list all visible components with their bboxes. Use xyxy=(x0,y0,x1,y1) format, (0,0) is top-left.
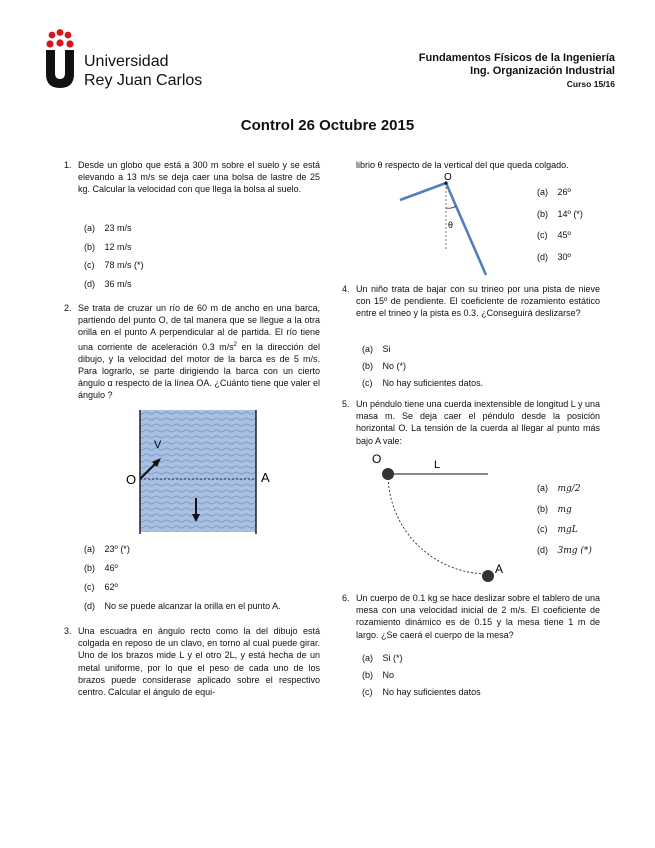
q4-options xyxy=(362,343,483,394)
option: (b) No (*) xyxy=(362,361,407,371)
exam-title: Control 26 Octubre 2015 xyxy=(240,117,415,134)
question-1 xyxy=(64,159,320,196)
label-theta: θ xyxy=(448,220,454,230)
option: (c) 78 m/s (*) xyxy=(84,260,144,270)
mass-start xyxy=(382,468,394,480)
option: (a) mg/2 xyxy=(537,483,581,494)
option: (c) mgL xyxy=(537,524,578,535)
question-2: 2. Se trata de cruzar un río de 60 m de ancho en una barca, partiendo del punto O, de tal manera que se llegue a la otra orilla en el punto A perpendicular al de partida. El río tiene una corriente de aceleración 0.3 $m/s^2$ en la dirección del dibujo, y la velocidad del motor de la barca es de 5 m/s. Para lograrlo, se parte dirigiendo la barca con un cierto ángulo α respecto de la línea OA. ¿Cuánto tiene que valer el ángulo ? xyxy=(64,303,320,401)
question-text: Desde un globo que está a 300 m sobre el suelo y se está elevando a 13 m/s se deja caer una bolsa de lastre de 25 kg. Calcular la velocidad con que llega la bolsa al suelo. xyxy=(78,160,320,195)
label-o: O xyxy=(126,472,137,487)
label-v: V xyxy=(154,439,162,451)
question-6 xyxy=(342,592,600,641)
river-figure xyxy=(124,410,274,535)
option: (a) 23 m/s xyxy=(84,223,132,233)
q2-options xyxy=(84,543,281,619)
label-a: A xyxy=(261,470,270,485)
university-name-line2: Rey Juan Carlos xyxy=(84,72,203,89)
label-o: O xyxy=(372,452,382,466)
option: (c) No hay suficientes datos. xyxy=(362,378,484,388)
course-header xyxy=(419,52,615,91)
q6-options xyxy=(362,652,481,703)
urjc-emblem xyxy=(44,28,76,90)
course-title: Fundamentos Físicos de la Ingeniería xyxy=(418,52,615,64)
question-number: 3. xyxy=(64,626,72,636)
university-logo xyxy=(44,28,76,90)
question-5 xyxy=(342,398,600,447)
option: (c) 45º xyxy=(537,230,571,240)
label-a: A xyxy=(495,562,504,576)
question-text: Una escuadra en ángulo recto como la del dibujo está colgada en reposo de un clavo, en torno al cual puede girar. Uno de los brazos mide L y el otro 2L, y está hecha de un metal uniforme, por lo que el peso de cada uno de los brazos puede considerase aplicado sobre el respectivo centro. Calcular el ángulo de equi- xyxy=(78,626,320,698)
option: (d) 3mg (*) xyxy=(537,544,592,556)
question-text: Un niño trata de bajar con su trineo por una pista de nieve con 15º de pendiente. El coeficiente de rozamiento estático entre el trineo y la pista es 0.3. ¿Conseguirá deslizarse? xyxy=(356,284,600,319)
degree-name: Ing. Organización Industrial xyxy=(470,65,615,77)
question-3 xyxy=(64,625,320,698)
question-4 xyxy=(342,283,600,320)
question-number: 4. xyxy=(342,284,350,294)
short-arm xyxy=(400,183,446,200)
question-text: Un cuerpo de 0.1 kg se hace deslizar sobre el tablero de una mesa con una velocidad inicial de 2 m/s. El coeficiente de rozamiento dinámico es de 0.15 y la mesa tiene 1 m de largo. ¿Se caerá el cuerpo de la mesa? xyxy=(356,593,600,640)
pendulum-figure xyxy=(366,448,508,588)
option: (a) 23º (*) xyxy=(84,544,130,554)
option: (b) 46º xyxy=(84,563,118,573)
option: (c) No hay suficientes datos xyxy=(362,687,481,697)
q3-options xyxy=(537,186,583,272)
option: (b) No xyxy=(362,670,395,680)
river-water xyxy=(140,410,256,532)
option: (b) 12 m/s xyxy=(84,241,132,252)
university-name-line1: Universidad xyxy=(84,53,169,70)
label-l: L xyxy=(434,459,441,471)
question-3-continued: librio θ respecto de la vertical del que queda colgado. xyxy=(356,160,569,170)
option: (d) No se puede alcanzar la orilla en el punto A. xyxy=(84,601,281,611)
label-o: O xyxy=(444,172,452,183)
question-number: 6. xyxy=(342,593,350,603)
option: (b) mg xyxy=(537,503,572,515)
option: (a) 26º xyxy=(537,187,571,197)
square-figure xyxy=(396,170,496,278)
option: (d) 30º xyxy=(537,251,571,262)
q5-options xyxy=(537,482,592,564)
question-number: 1. xyxy=(64,160,72,170)
pendulum-path xyxy=(388,474,488,574)
q1-options xyxy=(84,222,144,296)
question-number: 5. xyxy=(342,399,350,409)
option: (a) Si xyxy=(362,344,391,354)
question-text: Un péndulo tiene una cuerda inextensible de longitud L y una masa m. Se deja caer el péndulo desde la posición horizontal O. La tensión de la cuerda al llegar al punto más bajo A vale: xyxy=(356,399,600,446)
question-number: 2. xyxy=(64,303,72,313)
option: (a) Si (*) xyxy=(362,653,403,663)
mass-end xyxy=(482,570,494,582)
academic-year: Curso 15/16 xyxy=(566,79,615,89)
option: (b) 14º (*) xyxy=(537,208,583,219)
option: (c) 62º xyxy=(84,582,118,592)
option: (d) 36 m/s xyxy=(84,278,132,289)
